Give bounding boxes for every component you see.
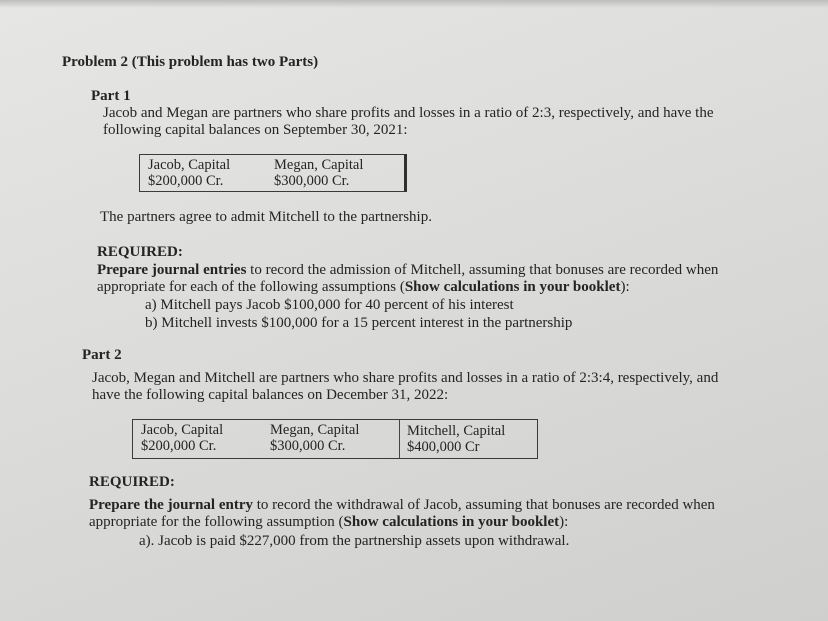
part2-required-label: REQUIRED: [89,474,175,490]
part2-intro-line1: Jacob, Megan and Mitchell are partners who share profits and losses in a ratio of 2:3:4, respectively, and [92,370,719,386]
part1-jacob-capital-balance: $200,000 Cr. [148,173,224,189]
part1-heading: Part 1 [91,88,131,104]
part2-item-a: a). Jacob is paid $227,000 from the partnership assets upon withdrawal. [139,533,570,549]
part2-required-bold: Prepare the journal entry [89,497,253,513]
part1-required-line1 [97,262,718,279]
part2-required-line2 [89,514,568,531]
part2-megan-capital-balance: $300,000 Cr. [270,438,346,454]
part1-megan-capital-balance: $300,000 Cr. [274,173,350,189]
part2-required-line1 [89,497,715,514]
part1-required-rest: to record the admission of Mitchell, assuming that bonuses are recorded when [246,262,719,278]
part2-mitchell-capital-balance: $400,000 Cr [407,439,480,455]
part1-required-line2-bold: Show calculations in your booklet [404,279,621,295]
problem-title: Problem 2 (This problem has two Parts) [62,54,319,70]
part1-jacob-capital-label: Jacob, Capital [148,157,231,173]
part1-required-label: REQUIRED: [97,244,183,260]
part2-jacob-capital-balance: $200,000 Cr. [141,438,217,454]
part1-intro-line2: following capital balances on September 30, 2021: [103,122,408,138]
part2-capital-table [132,419,538,459]
part2-intro-line2: have the following capital balances on December 31, 2022: [92,387,449,403]
part2-required-line2-end: ): [559,514,569,530]
page-shadow [0,0,828,8]
part1-required-bold: Prepare journal entries [97,262,247,278]
part1-capital-table [139,154,407,192]
part1-admit-text: The partners agree to admit Mitchell to the partnership. [100,209,432,225]
part1-megan-capital-label: Megan, Capital [274,157,364,173]
part2-mitchell-capital-label: Mitchell, Capital [407,423,506,439]
part1-intro-line1: Jacob and Megan are partners who share profits and losses in a ratio of 2:3, respectively, and have the [103,105,714,121]
part2-required-rest: to record the withdrawal of Jacob, assuming that bonuses are recorded when [253,497,715,513]
part1-item-a: a) Mitchell pays Jacob $100,000 for 40 percent of his interest [145,297,514,313]
part1-required-line2 [97,279,630,296]
part1-required-line2-text: appropriate for each of the following assumptions ( [97,279,405,295]
part2-heading: Part 2 [82,347,122,363]
part2-jacob-capital-label: Jacob, Capital [141,422,224,438]
part1-item-b: b) Mitchell invests $100,000 for a 15 percent interest in the partnership [145,315,573,331]
part2-megan-capital-label: Megan, Capital [270,422,360,438]
part2-required-line2-text: appropriate for the following assumption ( [89,514,344,530]
part2-required-line2-bold: Show calculations in your booklet [343,514,560,530]
part2-table-divider [399,420,400,458]
part1-required-line2-end: ): [620,279,630,295]
